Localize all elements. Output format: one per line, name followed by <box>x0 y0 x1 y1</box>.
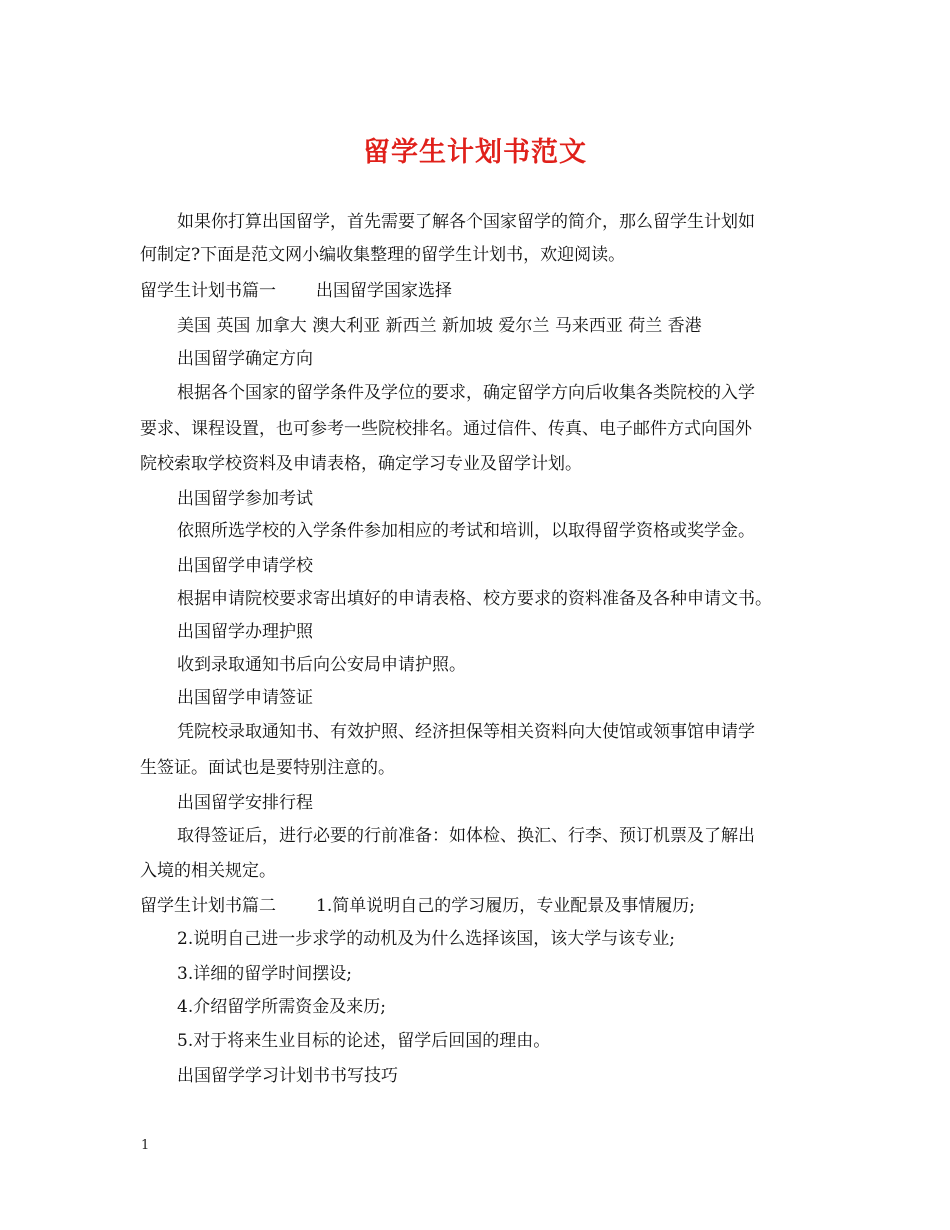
section-heading: 出国留学申请学校 <box>177 556 313 576</box>
paragraph-line: 院校索取学校资料及申请表格，确定学习专业及留学计划。 <box>140 454 582 474</box>
page-number: 1 <box>141 1138 150 1153</box>
intro-line: 如果你打算出国留学，首先需要了解各个国家留学的简介，那么留学生计划如 <box>177 212 755 232</box>
part2-item: 1.简单说明自己的学习履历，专业配景及事情履历; <box>316 896 695 916</box>
part2-item: 2.说明自己进一步求学的动机及为什么选择该国，该大学与该专业; <box>177 929 675 949</box>
part2-item: 3.详细的留学时间摆设; <box>177 964 352 984</box>
paragraph-line: 生签证。面试也是要特别注意的。 <box>140 758 395 778</box>
section-heading: 出国留学安排行程 <box>177 793 313 813</box>
part2-item: 5.对于将来生业目标的论述，留学后回国的理由。 <box>177 1031 551 1051</box>
paragraph-line: 收到录取通知书后向公安局申请护照。 <box>177 655 466 675</box>
part1-heading-row <box>140 280 820 302</box>
section-heading: 出国留学学习计划书书写技巧 <box>177 1066 398 1086</box>
part2-label: 留学生计划书篇二 <box>140 896 276 916</box>
section-heading: 出国留学办理护照 <box>177 622 313 642</box>
paragraph-line: 取得签证后，进行必要的行前准备：如体检、换汇、行李、预订机票及了解出 <box>177 826 755 846</box>
section-heading: 出国留学参加考试 <box>177 489 313 509</box>
paragraph-line: 根据各个国家的留学条件及学位的要求，确定留学方向后收集各类院校的入学 <box>177 383 755 403</box>
countries-list: 美国 英国 加拿大 澳大利亚 新西兰 新加坡 爱尔兰 马来西亚 荷兰 香港 <box>177 316 702 336</box>
paragraph-line: 根据申请院校要求寄出填好的申请表格、校方要求的资料准备及各种申请文书。 <box>177 589 772 609</box>
intro-line: 何制定?下面是范文网小编收集整理的留学生计划书，欢迎阅读。 <box>140 245 626 265</box>
document-title: 留学生计划书范文 <box>363 137 587 168</box>
paragraph-line: 凭院校录取通知书、有效护照、经济担保等相关资料向大使馆或领事馆申请学 <box>177 722 755 742</box>
paragraph-line: 要求、课程设置，也可参考一些院校排名。通过信件、传真、电子邮件方式向国外 <box>140 419 752 439</box>
part2-item: 4.介绍留学所需资金及来历; <box>177 997 386 1017</box>
section-heading: 出国留学确定方向 <box>177 349 313 369</box>
part1-heading: 出国留学国家选择 <box>316 281 452 301</box>
part1-label: 留学生计划书篇一 <box>140 281 276 301</box>
section-heading: 出国留学申请签证 <box>177 688 313 708</box>
paragraph-line: 依照所选学校的入学条件参加相应的考试和培训，以取得留学资格或奖学金。 <box>177 521 755 541</box>
paragraph-line: 入境的相关规定。 <box>140 861 276 881</box>
part2-heading-row <box>140 895 820 917</box>
